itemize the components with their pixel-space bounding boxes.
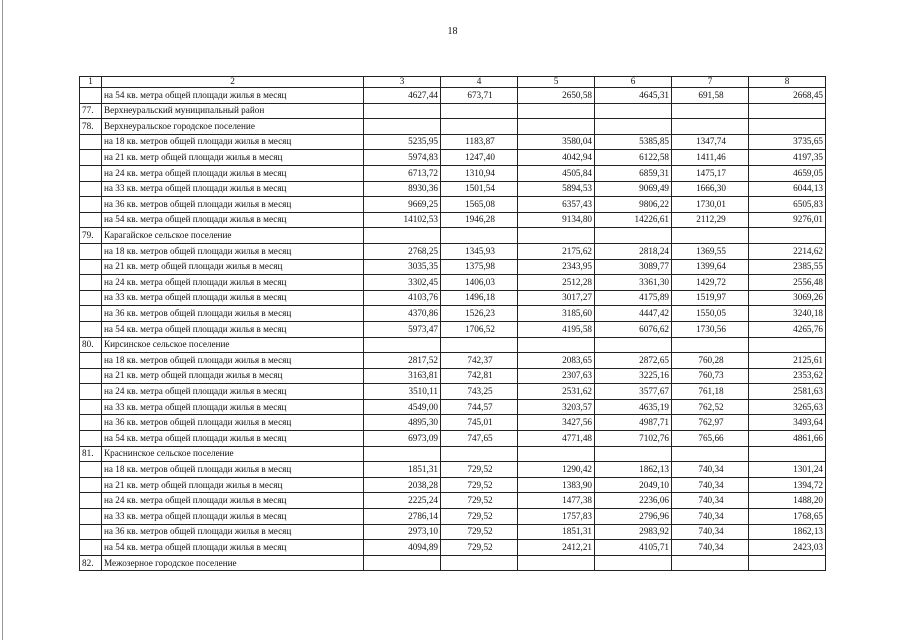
value-cell: 2038,28 xyxy=(364,477,441,493)
value-cell: 1946,28 xyxy=(441,212,518,228)
row-label: на 33 кв. метра общей площади жилья в месяц xyxy=(102,290,364,306)
row-number xyxy=(80,197,102,213)
value-cell xyxy=(364,337,441,353)
value-cell: 2125,61 xyxy=(749,353,826,369)
row-label: на 21 кв. метр общей площади жилья в месяц xyxy=(102,150,364,166)
value-cell: 4635,19 xyxy=(595,399,672,415)
row-label: на 33 кв. метра общей площади жилья в месяц xyxy=(102,399,364,415)
value-cell: 1383,90 xyxy=(518,477,595,493)
value-cell: 4042,94 xyxy=(518,150,595,166)
value-cell: 1862,13 xyxy=(595,462,672,478)
table-row xyxy=(80,384,826,400)
row-number xyxy=(80,165,102,181)
value-cell: 3735,65 xyxy=(749,134,826,150)
value-cell: 2423,03 xyxy=(749,540,826,556)
table-row xyxy=(80,150,826,166)
value-cell: 747,65 xyxy=(441,431,518,447)
value-cell: 3017,27 xyxy=(518,290,595,306)
row-number xyxy=(80,181,102,197)
value-cell xyxy=(672,119,749,135)
row-label: на 18 кв. метров общей площади жилья в месяц xyxy=(102,462,364,478)
page-scan-edge xyxy=(2,0,3,640)
value-cell: 2796,96 xyxy=(595,509,672,525)
value-cell: 1519,97 xyxy=(672,290,749,306)
row-number xyxy=(80,306,102,322)
column-header: 2 xyxy=(102,77,364,88)
value-cell: 1301,24 xyxy=(749,462,826,478)
row-number xyxy=(80,275,102,291)
value-cell: 729,52 xyxy=(441,462,518,478)
value-cell: 3265,63 xyxy=(749,399,826,415)
value-cell: 4195,58 xyxy=(518,321,595,337)
table-row xyxy=(80,275,826,291)
value-cell: 5235,95 xyxy=(364,134,441,150)
value-cell: 2236,06 xyxy=(595,493,672,509)
value-cell: 14102,53 xyxy=(364,212,441,228)
value-cell: 9669,25 xyxy=(364,197,441,213)
table-row xyxy=(80,399,826,415)
section-title: Межозерное городское поселение xyxy=(102,555,364,571)
value-cell xyxy=(595,103,672,119)
value-cell: 1411,46 xyxy=(672,150,749,166)
value-cell xyxy=(749,228,826,244)
value-cell: 3510,11 xyxy=(364,384,441,400)
value-cell: 760,73 xyxy=(672,368,749,384)
value-cell: 1375,98 xyxy=(441,259,518,275)
column-header: 6 xyxy=(595,77,672,88)
value-cell: 4861,66 xyxy=(749,431,826,447)
value-cell: 1526,23 xyxy=(441,306,518,322)
value-cell: 2175,62 xyxy=(518,243,595,259)
table-row xyxy=(80,212,826,228)
value-cell: 2786,14 xyxy=(364,509,441,525)
value-cell: 3225,16 xyxy=(595,368,672,384)
table-row xyxy=(80,290,826,306)
value-cell: 2531,62 xyxy=(518,384,595,400)
table-row xyxy=(80,415,826,431)
value-cell: 4645,31 xyxy=(595,88,672,104)
row-number xyxy=(80,524,102,540)
value-cell: 1369,55 xyxy=(672,243,749,259)
value-cell: 729,52 xyxy=(441,477,518,493)
value-cell: 6505,83 xyxy=(749,197,826,213)
value-cell: 2983,92 xyxy=(595,524,672,540)
value-cell: 762,52 xyxy=(672,399,749,415)
column-header: 4 xyxy=(441,77,518,88)
section-row xyxy=(80,119,826,135)
row-label: на 21 кв. метр общей площади жилья в месяц xyxy=(102,368,364,384)
value-cell: 740,34 xyxy=(672,462,749,478)
row-number xyxy=(80,493,102,509)
value-cell: 2385,55 xyxy=(749,259,826,275)
table-row xyxy=(80,321,826,337)
value-cell: 2668,45 xyxy=(749,88,826,104)
value-cell: 3302,45 xyxy=(364,275,441,291)
table-row xyxy=(80,197,826,213)
value-cell xyxy=(749,446,826,462)
row-number xyxy=(80,462,102,478)
value-cell: 744,57 xyxy=(441,399,518,415)
value-cell: 761,18 xyxy=(672,384,749,400)
value-cell: 4103,76 xyxy=(364,290,441,306)
value-cell: 740,34 xyxy=(672,540,749,556)
value-cell: 2650,58 xyxy=(518,88,595,104)
value-cell: 2225,24 xyxy=(364,493,441,509)
value-cell xyxy=(441,555,518,571)
section-title: Карагайское сельское поселение xyxy=(102,228,364,244)
value-cell xyxy=(749,555,826,571)
table-row xyxy=(80,477,826,493)
value-cell xyxy=(518,555,595,571)
column-header: 5 xyxy=(518,77,595,88)
value-cell xyxy=(672,337,749,353)
column-header: 8 xyxy=(749,77,826,88)
value-cell xyxy=(441,446,518,462)
value-cell: 740,34 xyxy=(672,524,749,540)
section-row xyxy=(80,103,826,119)
section-row xyxy=(80,555,826,571)
value-cell: 3427,56 xyxy=(518,415,595,431)
value-cell: 1496,18 xyxy=(441,290,518,306)
value-cell: 3580,04 xyxy=(518,134,595,150)
value-cell: 6122,58 xyxy=(595,150,672,166)
value-cell: 4265,76 xyxy=(749,321,826,337)
value-cell: 1706,52 xyxy=(441,321,518,337)
section-title: Верхнеуральское городское поселение xyxy=(102,119,364,135)
value-cell: 2556,48 xyxy=(749,275,826,291)
row-number: 81. xyxy=(80,446,102,462)
value-cell: 1477,38 xyxy=(518,493,595,509)
value-cell: 5894,53 xyxy=(518,181,595,197)
value-cell: 742,81 xyxy=(441,368,518,384)
table-row xyxy=(80,493,826,509)
value-cell: 2768,25 xyxy=(364,243,441,259)
value-cell: 1757,83 xyxy=(518,509,595,525)
row-label: на 18 кв. метров общей площади жилья в месяц xyxy=(102,243,364,259)
row-number xyxy=(80,134,102,150)
value-cell: 3185,60 xyxy=(518,306,595,322)
row-number xyxy=(80,368,102,384)
value-cell: 673,71 xyxy=(441,88,518,104)
value-cell: 2512,28 xyxy=(518,275,595,291)
value-cell: 3361,30 xyxy=(595,275,672,291)
value-cell: 1501,54 xyxy=(441,181,518,197)
table-row xyxy=(80,509,826,525)
value-cell: 743,25 xyxy=(441,384,518,400)
row-label: на 54 кв. метра общей площади жилья в месяц xyxy=(102,212,364,228)
value-cell: 1347,74 xyxy=(672,134,749,150)
page-number: 18 xyxy=(447,26,458,37)
row-label: на 54 кв. метра общей площади жилья в месяц xyxy=(102,321,364,337)
value-cell xyxy=(749,103,826,119)
row-label: на 21 кв. метр общей площади жилья в месяц xyxy=(102,477,364,493)
value-cell xyxy=(518,446,595,462)
value-cell: 9806,22 xyxy=(595,197,672,213)
value-cell: 2353,62 xyxy=(749,368,826,384)
value-cell: 4447,42 xyxy=(595,306,672,322)
value-cell: 4505,84 xyxy=(518,165,595,181)
value-cell: 2343,95 xyxy=(518,259,595,275)
value-cell xyxy=(441,119,518,135)
table-row xyxy=(80,462,826,478)
row-label: на 36 кв. метров общей площади жилья в месяц xyxy=(102,524,364,540)
value-cell xyxy=(749,119,826,135)
value-cell xyxy=(441,337,518,353)
value-cell: 1475,17 xyxy=(672,165,749,181)
value-cell: 4627,44 xyxy=(364,88,441,104)
value-cell: 2214,62 xyxy=(749,243,826,259)
row-number: 80. xyxy=(80,337,102,353)
value-cell: 1768,65 xyxy=(749,509,826,525)
value-cell xyxy=(672,103,749,119)
value-cell xyxy=(672,555,749,571)
value-cell: 2412,21 xyxy=(518,540,595,556)
value-cell: 4895,30 xyxy=(364,415,441,431)
value-cell: 6044,13 xyxy=(749,181,826,197)
row-number xyxy=(80,321,102,337)
value-cell: 729,52 xyxy=(441,509,518,525)
row-label: на 54 кв. метра общей площади жилья в месяц xyxy=(102,88,364,104)
row-number xyxy=(80,477,102,493)
value-cell: 745,01 xyxy=(441,415,518,431)
value-cell: 6357,43 xyxy=(518,197,595,213)
column-header: 3 xyxy=(364,77,441,88)
value-cell: 4370,86 xyxy=(364,306,441,322)
value-cell: 729,52 xyxy=(441,540,518,556)
value-cell: 2083,65 xyxy=(518,353,595,369)
row-label: на 18 кв. метров общей площади жилья в месяц xyxy=(102,134,364,150)
row-number xyxy=(80,353,102,369)
value-cell: 4105,71 xyxy=(595,540,672,556)
row-number xyxy=(80,540,102,556)
value-cell: 9069,49 xyxy=(595,181,672,197)
value-cell: 14226,61 xyxy=(595,212,672,228)
value-cell: 4987,71 xyxy=(595,415,672,431)
value-cell: 1851,31 xyxy=(364,462,441,478)
section-title: Краснинское сельское поселение xyxy=(102,446,364,462)
value-cell: 1862,13 xyxy=(749,524,826,540)
value-cell: 691,58 xyxy=(672,88,749,104)
row-label: на 33 кв. метра общей площади жилья в месяц xyxy=(102,181,364,197)
value-cell xyxy=(749,337,826,353)
value-cell: 2581,63 xyxy=(749,384,826,400)
value-cell: 1429,72 xyxy=(672,275,749,291)
value-cell: 3493,64 xyxy=(749,415,826,431)
value-cell xyxy=(364,555,441,571)
row-label: на 18 кв. метров общей площади жилья в месяц xyxy=(102,353,364,369)
value-cell xyxy=(672,228,749,244)
row-label: на 36 кв. метров общей площади жилья в месяц xyxy=(102,306,364,322)
value-cell xyxy=(595,555,672,571)
table-row xyxy=(80,540,826,556)
table-row xyxy=(80,259,826,275)
table-row xyxy=(80,431,826,447)
section-title: Кирсинское сельское поселение xyxy=(102,337,364,353)
value-cell: 8930,36 xyxy=(364,181,441,197)
value-cell xyxy=(364,228,441,244)
value-cell: 6713,72 xyxy=(364,165,441,181)
row-label: на 54 кв. метра общей площади жилья в месяц xyxy=(102,540,364,556)
value-cell: 1550,05 xyxy=(672,306,749,322)
value-cell: 6859,31 xyxy=(595,165,672,181)
value-cell: 2818,24 xyxy=(595,243,672,259)
row-number: 82. xyxy=(80,555,102,571)
value-cell: 4197,35 xyxy=(749,150,826,166)
table-row xyxy=(80,88,826,104)
row-number xyxy=(80,399,102,415)
value-cell xyxy=(518,337,595,353)
row-number: 78. xyxy=(80,119,102,135)
row-label: на 24 кв. метра общей площади жилья в месяц xyxy=(102,275,364,291)
value-cell: 3203,57 xyxy=(518,399,595,415)
row-number xyxy=(80,88,102,104)
value-cell: 3069,26 xyxy=(749,290,826,306)
table-row xyxy=(80,306,826,322)
value-cell xyxy=(595,119,672,135)
table-row xyxy=(80,243,826,259)
value-cell: 762,97 xyxy=(672,415,749,431)
value-cell: 9134,80 xyxy=(518,212,595,228)
value-cell: 765,66 xyxy=(672,431,749,447)
row-label: на 54 кв. метра общей площади жилья в месяц xyxy=(102,431,364,447)
table-row xyxy=(80,181,826,197)
value-cell xyxy=(364,119,441,135)
value-cell: 1394,72 xyxy=(749,477,826,493)
value-cell xyxy=(364,446,441,462)
value-cell: 6076,62 xyxy=(595,321,672,337)
section-row xyxy=(80,228,826,244)
value-cell xyxy=(595,228,672,244)
row-number xyxy=(80,384,102,400)
column-header: 7 xyxy=(672,77,749,88)
value-cell: 1406,03 xyxy=(441,275,518,291)
value-cell: 2817,52 xyxy=(364,353,441,369)
value-cell: 2049,10 xyxy=(595,477,672,493)
value-cell: 6973,09 xyxy=(364,431,441,447)
value-cell: 760,28 xyxy=(672,353,749,369)
value-cell: 3577,67 xyxy=(595,384,672,400)
value-cell xyxy=(364,103,441,119)
table-row xyxy=(80,353,826,369)
value-cell: 1310,94 xyxy=(441,165,518,181)
value-cell: 5385,85 xyxy=(595,134,672,150)
value-cell: 3163,81 xyxy=(364,368,441,384)
value-cell: 4659,05 xyxy=(749,165,826,181)
value-cell: 4175,89 xyxy=(595,290,672,306)
value-cell: 1730,56 xyxy=(672,321,749,337)
row-label: на 21 кв. метр общей площади жилья в месяц xyxy=(102,259,364,275)
value-cell: 5973,47 xyxy=(364,321,441,337)
value-cell: 4771,48 xyxy=(518,431,595,447)
row-number xyxy=(80,415,102,431)
row-label: на 24 кв. метра общей площади жилья в месяц xyxy=(102,384,364,400)
value-cell: 5974,83 xyxy=(364,150,441,166)
value-cell: 1851,31 xyxy=(518,524,595,540)
value-cell: 3035,35 xyxy=(364,259,441,275)
value-cell: 1183,87 xyxy=(441,134,518,150)
value-cell: 1290,42 xyxy=(518,462,595,478)
value-cell: 2112,29 xyxy=(672,212,749,228)
value-cell xyxy=(518,103,595,119)
value-cell xyxy=(518,119,595,135)
table-row xyxy=(80,524,826,540)
value-cell xyxy=(441,103,518,119)
row-number xyxy=(80,243,102,259)
value-cell: 1565,08 xyxy=(441,197,518,213)
row-label: на 36 кв. метров общей площади жилья в месяц xyxy=(102,197,364,213)
table-row xyxy=(80,368,826,384)
value-cell: 1399,64 xyxy=(672,259,749,275)
section-title: Верхнеуральский муниципальный район xyxy=(102,103,364,119)
row-number: 77. xyxy=(80,103,102,119)
value-cell: 729,52 xyxy=(441,493,518,509)
value-cell: 742,37 xyxy=(441,353,518,369)
value-cell xyxy=(595,337,672,353)
tariff-table xyxy=(79,76,826,571)
value-cell xyxy=(441,228,518,244)
value-cell: 740,34 xyxy=(672,477,749,493)
row-number xyxy=(80,259,102,275)
value-cell: 1247,40 xyxy=(441,150,518,166)
value-cell: 3089,77 xyxy=(595,259,672,275)
value-cell: 4094,89 xyxy=(364,540,441,556)
row-number: 79. xyxy=(80,228,102,244)
value-cell: 729,52 xyxy=(441,524,518,540)
row-number xyxy=(80,431,102,447)
value-cell: 3240,18 xyxy=(749,306,826,322)
row-label: на 24 кв. метра общей площади жилья в месяц xyxy=(102,165,364,181)
row-label: на 24 кв. метра общей площади жилья в месяц xyxy=(102,493,364,509)
value-cell: 2307,63 xyxy=(518,368,595,384)
value-cell: 1345,93 xyxy=(441,243,518,259)
value-cell xyxy=(518,228,595,244)
row-number xyxy=(80,509,102,525)
row-number xyxy=(80,290,102,306)
value-cell: 9276,01 xyxy=(749,212,826,228)
value-cell: 2973,10 xyxy=(364,524,441,540)
table-row xyxy=(80,165,826,181)
value-cell: 7102,76 xyxy=(595,431,672,447)
row-label: на 36 кв. метров общей площади жилья в месяц xyxy=(102,415,364,431)
value-cell: 2872,65 xyxy=(595,353,672,369)
value-cell: 740,34 xyxy=(672,509,749,525)
value-cell xyxy=(595,446,672,462)
column-number-row xyxy=(80,77,826,88)
column-header: 1 xyxy=(80,77,102,88)
value-cell: 4549,00 xyxy=(364,399,441,415)
table-row xyxy=(80,134,826,150)
row-label: на 33 кв. метра общей площади жилья в месяц xyxy=(102,509,364,525)
row-number xyxy=(80,212,102,228)
value-cell xyxy=(672,446,749,462)
section-row xyxy=(80,446,826,462)
value-cell: 1730,01 xyxy=(672,197,749,213)
section-row xyxy=(80,337,826,353)
value-cell: 740,34 xyxy=(672,493,749,509)
row-number xyxy=(80,150,102,166)
value-cell: 1488,20 xyxy=(749,493,826,509)
value-cell: 1666,30 xyxy=(672,181,749,197)
